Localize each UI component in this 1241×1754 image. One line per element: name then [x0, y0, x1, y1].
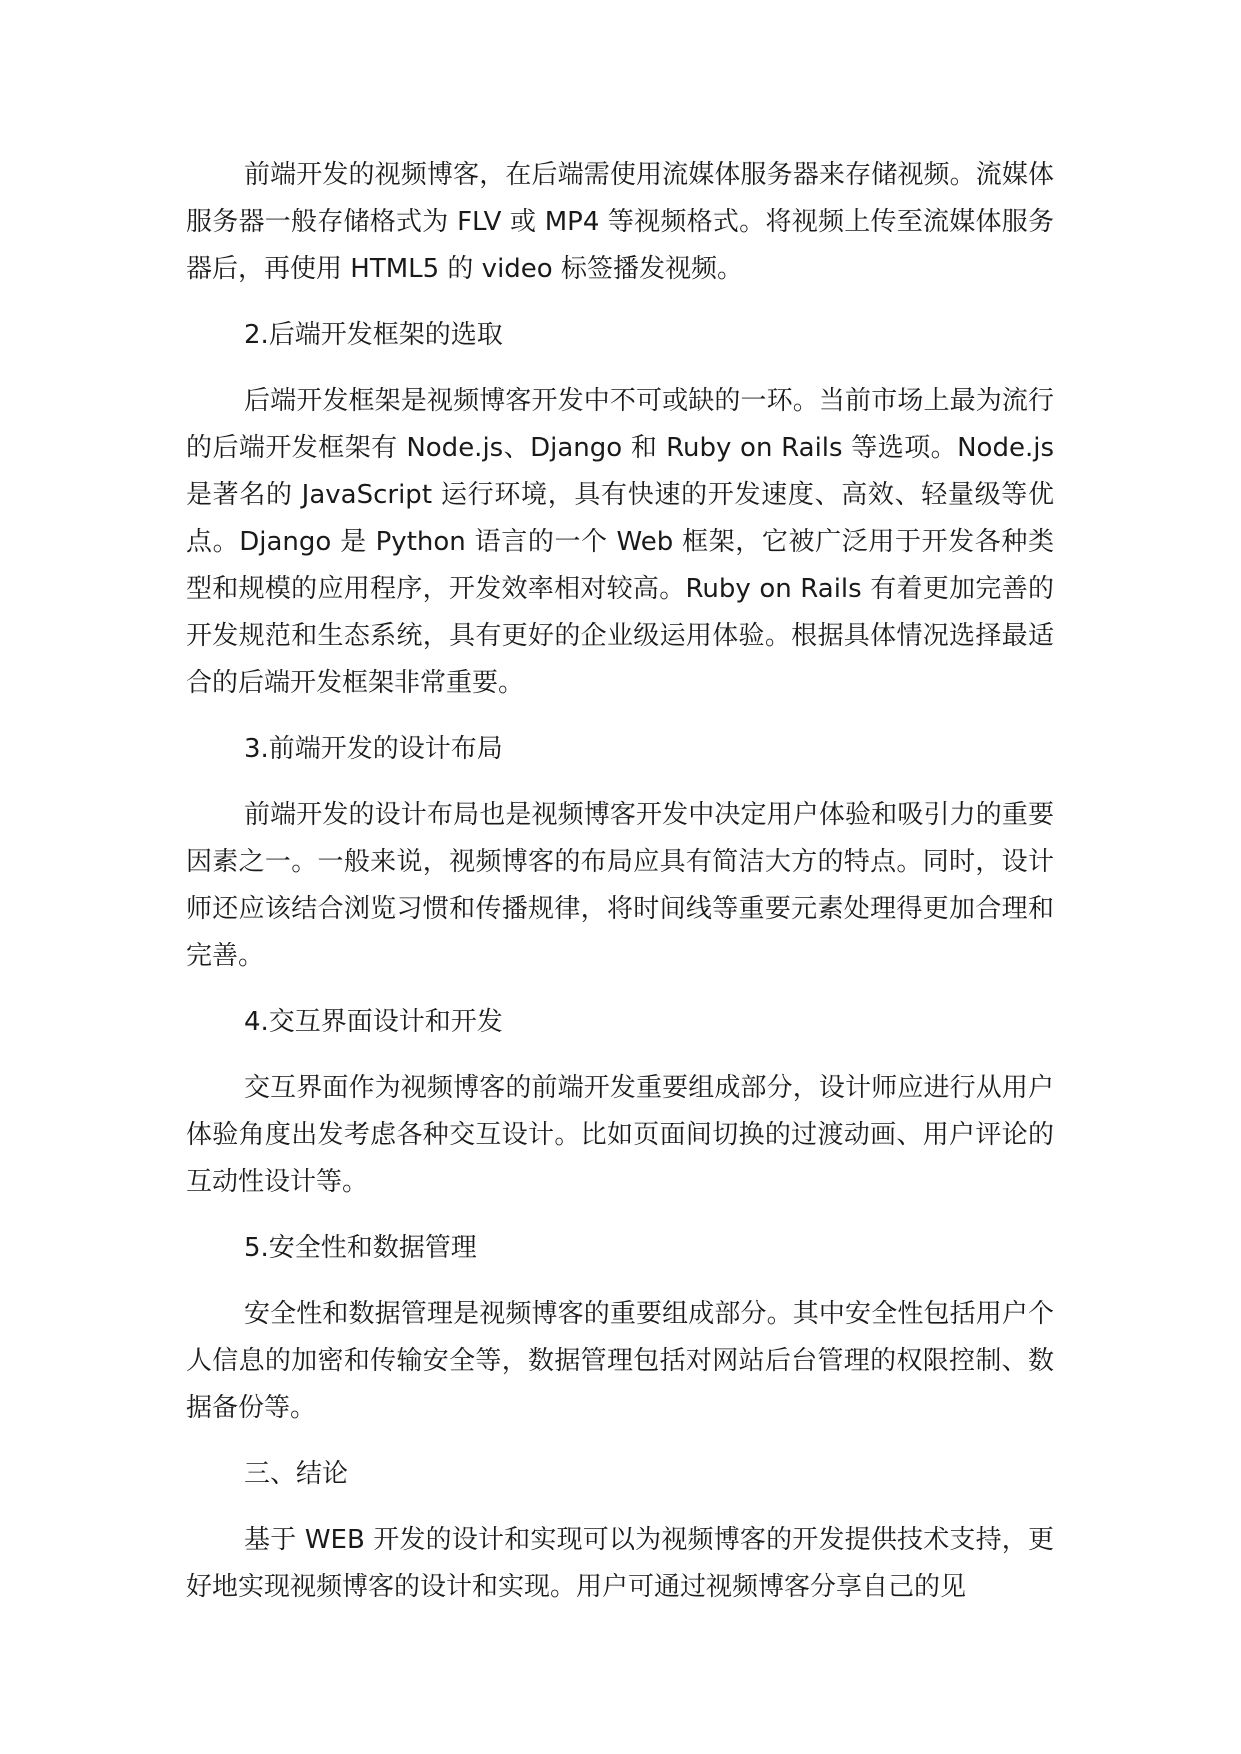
paragraph-interaction-design: 交互界面作为视频博客的前端开发重要组成部分，设计师应进行从用户体验角度出发考虑各种交互设计。比如页面间切换的过渡动画、用户评论的互动性设计等。: [186, 1073, 1054, 1197]
paragraph-streaming-server: 前端开发的视频博客，在后端需使用流媒体服务器来存储视频。流媒体服务器一般存储格式为 FLV 或 MP4 等视频格式。将视频上传至流媒体服务器后，再使用 HTML5 的 video 标签播发视频。: [186, 160, 1054, 284]
section-heading-backend-framework: 2.后端开发框架的选取: [244, 320, 503, 350]
section-heading-interaction-design: 4.交互界面设计和开发: [244, 1007, 503, 1037]
section-heading-security-data: 5.安全性和数据管理: [244, 1233, 477, 1263]
section-heading-conclusion: 三、结论: [244, 1459, 349, 1489]
paragraph-conclusion: 基于 WEB 开发的设计和实现可以为视频博客的开发提供技术支持，更好地实现视频博客的设计和实现。用户可通过视频博客分享自己的见: [186, 1525, 1054, 1602]
paragraph-security-data: 安全性和数据管理是视频博客的重要组成部分。其中安全性包括用户个人信息的加密和传输安全等，数据管理包括对网站后台管理的权限控制、数据备份等。: [186, 1299, 1054, 1423]
section-heading-frontend-layout: 3.前端开发的设计布局: [244, 734, 503, 764]
paragraph-backend-framework: 后端开发框架是视频博客开发中不可或缺的一环。当前市场上最为流行的后端开发框架有 Node.js、Django 和 Ruby on Rails 等选项。Node.js 是著名的 JavaScript 运行环境，具有快速的开发速度、高效、轻量级等优点。Django 是 Python 语言的一个 Web 框架，它被广泛用于开发各种类型和规模的应用程序，开发效率相对较高。Ruby on Rails 有着更加完善的开发规范和生态系统，具有更好的企业级运用体验。根据具体情况选择最适合的后端开发框架非常重要。: [186, 386, 1054, 698]
document-body: [186, 152, 1054, 1630]
paragraph-frontend-layout: 前端开发的设计布局也是视频博客开发中决定用户体验和吸引力的重要因素之一。一般来说，视频博客的布局应具有简洁大方的特点。同时，设计师还应该结合浏览习惯和传播规律，将时间线等重要元素处理得更加合理和完善。: [186, 800, 1054, 971]
